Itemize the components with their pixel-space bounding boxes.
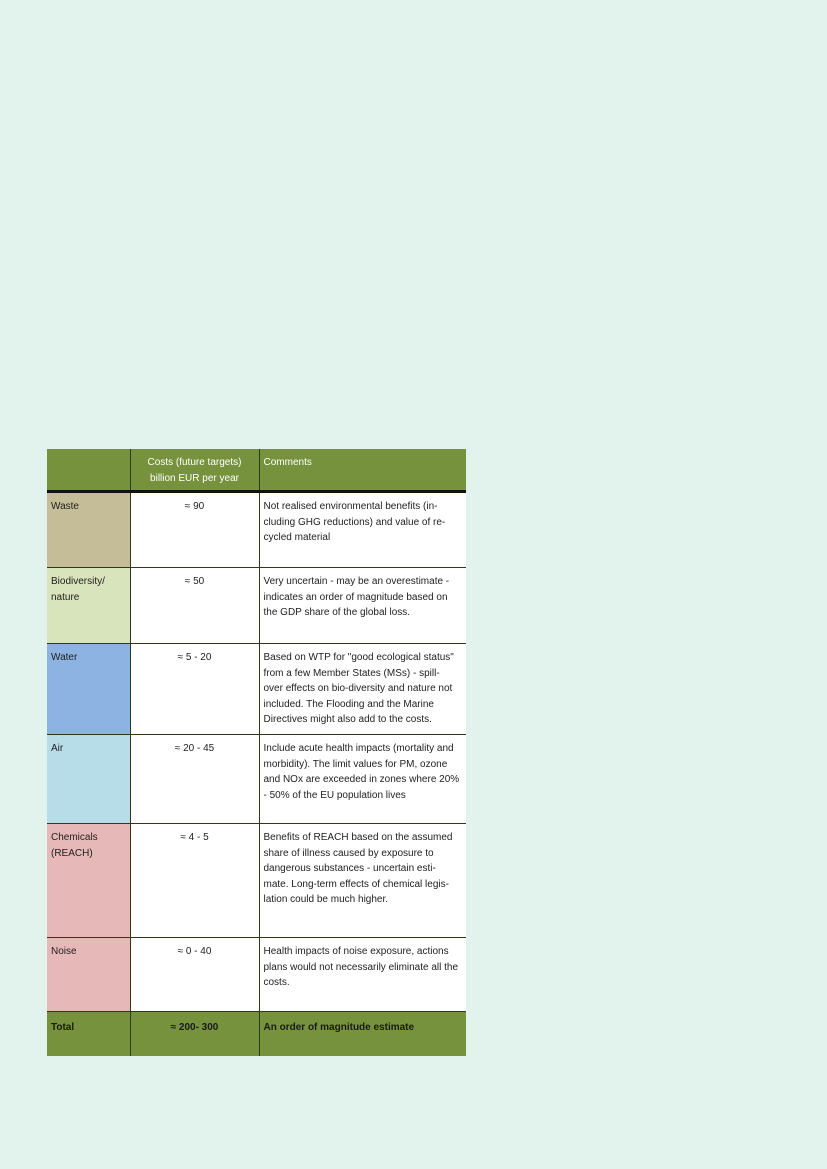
area-cell: Chemicals (REACH) — [47, 824, 130, 938]
header-costs-line1: Costs (future targets) — [147, 457, 242, 468]
comment-cell: Benefits of REACH based on the assumed share of illness caused by exposure to dangerous substances - uncertain esti- mate. Long-term effects of chemical legis- lation could be much higher. — [259, 824, 466, 938]
header-costs — [130, 449, 259, 492]
area-cell: Water — [47, 644, 130, 735]
total-cost: ≈ 200- 300 — [130, 1012, 259, 1057]
total-comment: An order of magnitude estimate — [259, 1012, 466, 1057]
header-area — [47, 449, 130, 492]
header-row — [47, 449, 466, 492]
header-costs-line2: billion EUR per year — [150, 472, 239, 484]
area-cell: Biodiversity/ nature — [47, 568, 130, 644]
comment-cell: Health impacts of noise exposure, actions plans would not necessarily eliminate all the costs. — [259, 938, 466, 1012]
table-row-air — [47, 735, 466, 824]
cost-cell: ≈ 20 - 45 — [130, 735, 259, 824]
cost-cell: ≈ 50 — [130, 568, 259, 644]
cost-cell: ≈ 90 — [130, 492, 259, 568]
table-row-waste — [47, 492, 466, 568]
table-row-biodiversity — [47, 568, 466, 644]
table-row-water — [47, 644, 466, 735]
comment-cell: Very uncertain - may be an overestimate - indicates an order of magnitude based on the GDP share of the global loss. — [259, 568, 466, 644]
cost-cell: ≈ 5 - 20 — [130, 644, 259, 735]
comment-cell: Based on WTP for "good ecological status" from a few Member States (MSs) - spill- over effects on bio-diversity and nature not included. The Flooding and the Marine Directives might also add to the costs. — [259, 644, 466, 735]
table-header — [47, 449, 466, 492]
table-row-noise — [47, 938, 466, 1012]
table-body — [47, 492, 466, 1057]
cost-cell: ≈ 4 - 5 — [130, 824, 259, 938]
total-label: Total — [47, 1012, 130, 1057]
comment-cell: Not realised environmental benefits (in- cluding GHG reductions) and value of re- cycled material — [259, 492, 466, 568]
comment-cell: Include acute health impacts (mortality and morbidity). The limit values for PM, ozone and NOx are exceeded in zones where 20% - 50% of the EU population lives — [259, 735, 466, 824]
environmental-costs-table — [47, 449, 466, 1056]
cost-cell: ≈ 0 - 40 — [130, 938, 259, 1012]
area-cell: Waste — [47, 492, 130, 568]
area-cell: Noise — [47, 938, 130, 1012]
header-comments: Comments — [259, 449, 466, 492]
table-row-chemicals — [47, 824, 466, 938]
table-row-total — [47, 1012, 466, 1057]
area-cell: Air — [47, 735, 130, 824]
